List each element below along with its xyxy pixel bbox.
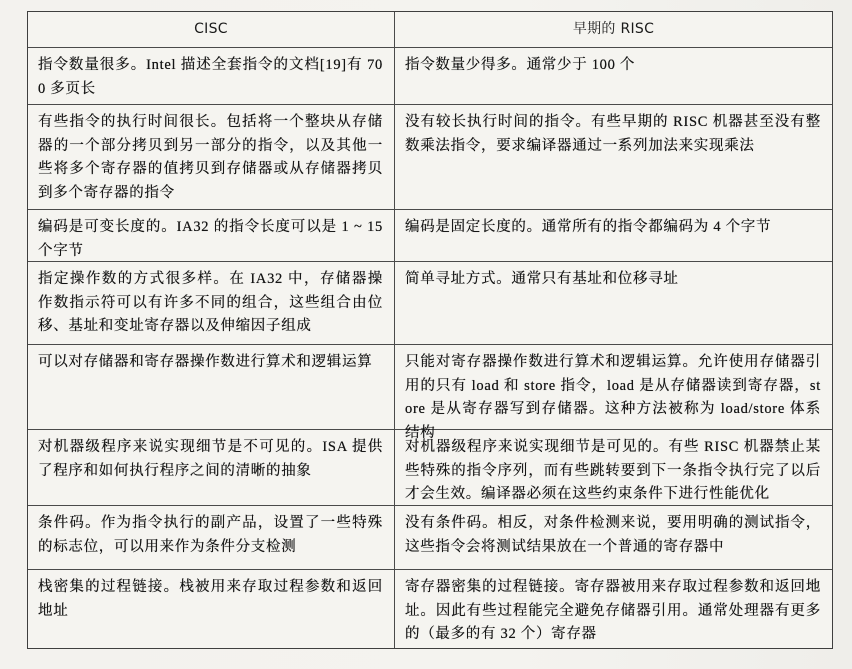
risc-cell: 编码是固定长度的。通常所有的指令都编码为 4 个字节 [395, 210, 832, 262]
cisc-cell: 可以对存储器和寄存器操作数进行算术和逻辑运算 [28, 345, 395, 430]
column-header-cisc: CISC [28, 12, 395, 48]
column-header-risc: 早期的 RISC [395, 12, 832, 48]
cisc-cell: 指令数量很多。Intel 描述全套指令的文档[19]有 700 多页长 [28, 48, 395, 105]
risc-cell: 只能对寄存器操作数进行算术和逻辑运算。允许使用存储器引用的只有 load 和 store 指令，load 是从存储器读到寄存器，store 是从寄存器写到存储器。这种方法被称为 load/store 体系结构 [395, 345, 832, 430]
cisc-cell: 编码是可变长度的。IA32 的指令长度可以是 1 ~ 15 个字节 [28, 210, 395, 262]
risc-cell: 简单寻址方式。通常只有基址和位移寻址 [395, 262, 832, 345]
risc-cell: 没有条件码。相反，对条件检测来说，要用明确的测试指令，这些指令会将测试结果放在一个普通的寄存器中 [395, 506, 832, 570]
cisc-cell: 指定操作数的方式很多样。在 IA32 中，存储器操作数指示符可以有许多不同的组合，这些组合由位移、基址和变址寄存器以及伸缩因子组成 [28, 262, 395, 345]
cisc-cell: 栈密集的过程链接。栈被用来存取过程参数和返回地址 [28, 570, 395, 648]
risc-cell: 对机器级程序来说实现细节是可见的。有些 RISC 机器禁止某些特殊的指令序列，而有些跳转要到下一条指令执行完了以后才会生效。编译器必须在这些约束条件下进行性能优化 [395, 430, 832, 506]
cisc-cell: 对机器级程序来说实现细节是不可见的。ISA 提供了程序和如何执行程序之间的清晰的抽象 [28, 430, 395, 506]
cisc-risc-comparison-table [27, 11, 833, 649]
risc-cell: 指令数量少得多。通常少于 100 个 [395, 48, 832, 105]
risc-cell: 没有较长执行时间的指令。有些早期的 RISC 机器甚至没有整数乘法指令，要求编译器通过一系列加法来实现乘法 [395, 105, 832, 210]
cisc-cell: 条件码。作为指令执行的副产品，设置了一些特殊的标志位，可以用来作为条件分支检测 [28, 506, 395, 570]
risc-cell: 寄存器密集的过程链接。寄存器被用来存取过程参数和返回地址。因此有些过程能完全避免存储器引用。通常处理器有更多的（最多的有 32 个）寄存器 [405, 579, 821, 642]
cisc-cell: 有些指令的执行时间很长。包括将一个整块从存储器的一个部分拷贝到另一部分的指令，以及其他一些将多个寄存器的值拷贝到存储器或从存储器拷贝到多个寄存器的指令 [28, 105, 395, 210]
